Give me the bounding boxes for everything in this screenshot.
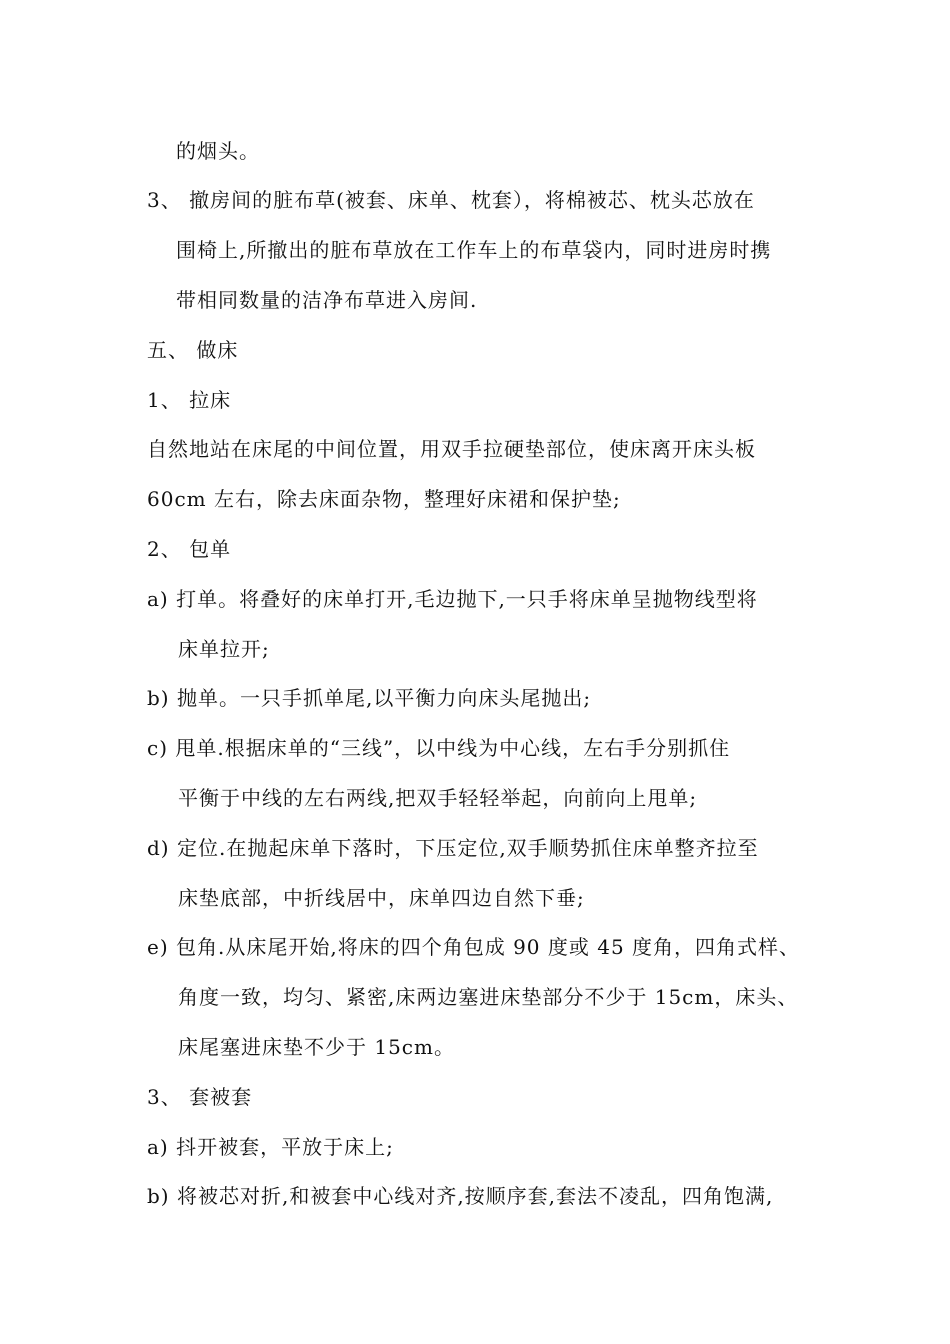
text-line-7: 自然地站在床尾的中间位置，用双手拉硬垫部位，使床离开床头板 [147,437,756,461]
list-item-3: 3、 撤房间的脏布草(被套、床单、枕套），将棉被芯、枕头芯放在 [147,188,755,212]
list-item-b: b) 抛单。一只手抓单尾,以平衡力向床头尾抛出; [147,686,592,710]
text-line-18: 角度一致，均匀、紧密,床两边塞进床垫部分不少于 15cm，床头、 [178,985,799,1009]
text-line-19: 床尾塞进床垫不少于 15cm。 [178,1035,455,1059]
text-line-14: 平衡于中线的左右两线,把双手轻轻举起，向前向上甩单; [178,786,698,810]
list-item-d: d) 定位.在抛起床单下落时，下压定位,双手顺势抓住床单整齐拉至 [147,836,759,860]
list-item-a: a) 打单。将叠好的床单打开,毛边抛下,一只手将床单呈抛物线型将 [147,587,758,611]
subheading-3: 3、 套被套 [147,1085,253,1109]
section-heading-5: 五、 做床 [147,338,239,362]
text-line-11: 床单拉开; [178,637,270,661]
list-item-c: c) 甩单.根据床单的“三线”，以中线为中心线，左右手分别抓住 [147,736,731,760]
subheading-2: 2、 包单 [147,537,232,561]
list-item-b-2: b) 将被芯对折,和被套中心线对齐,按顺序套,套法不凌乱，四角饱满, [147,1184,774,1208]
text-line-16: 床垫底部，中折线居中，床单四边自然下垂; [178,886,585,910]
subheading-1: 1、 拉床 [147,388,232,412]
text-line-8: 60cm 左右，除去床面杂物，整理好床裙和保护垫; [147,487,621,511]
text-line-1: 的烟头。 [176,139,260,163]
list-item-a-2: a) 抖开被套，平放于床上; [147,1135,394,1159]
text-line-4: 带相同数量的洁净布草进入房间. [176,288,478,312]
text-line-3: 围椅上,所撤出的脏布草放在工作车上的布草袋内，同时进房时携 [176,238,772,262]
list-item-e: e) 包角.从床尾开始,将床的四个角包成 90 度或 45 度角，四角式样、 [147,935,801,959]
